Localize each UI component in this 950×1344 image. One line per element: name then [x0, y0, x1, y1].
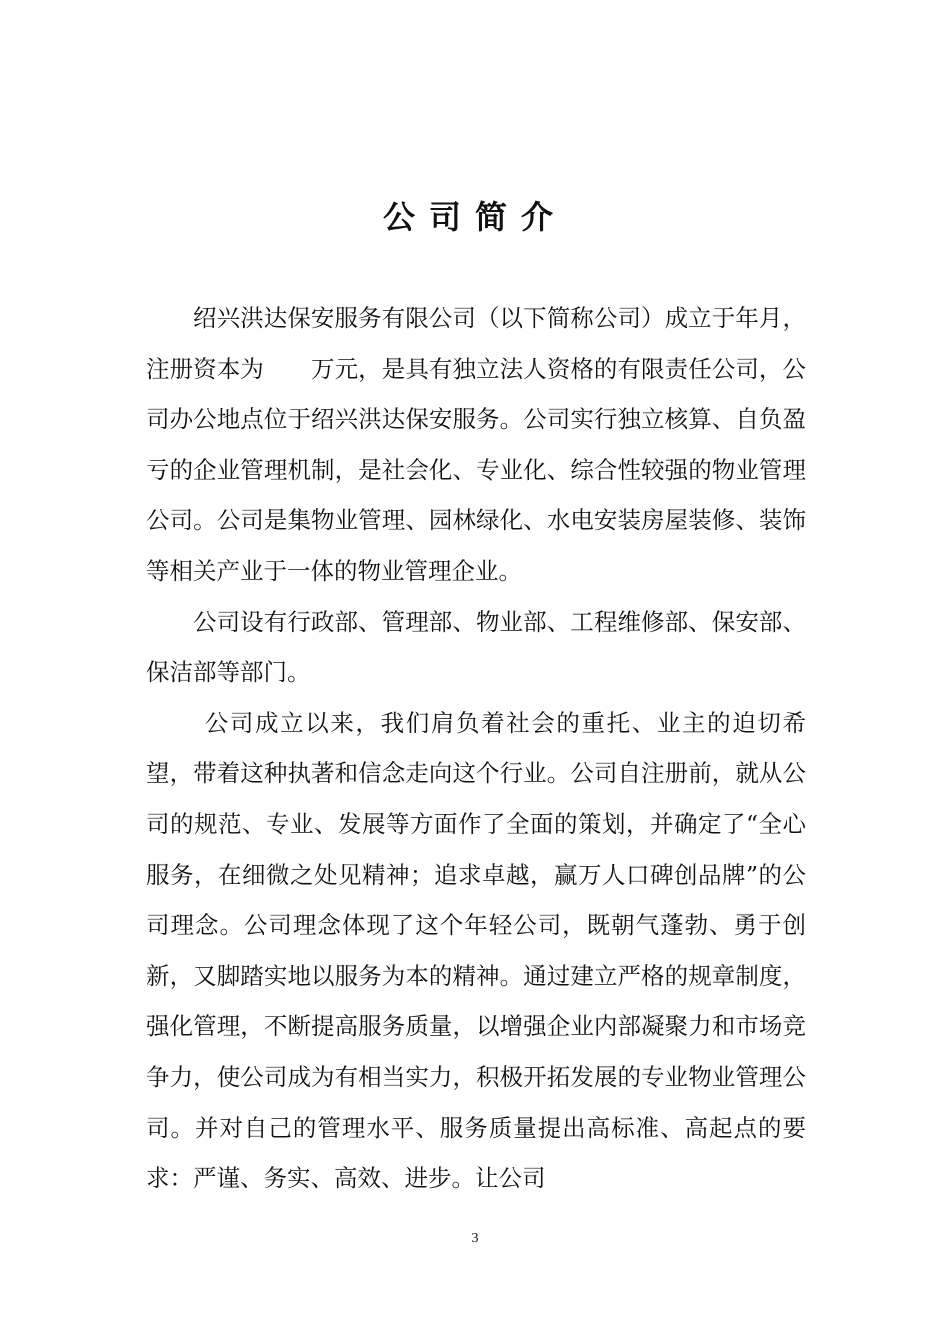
paragraph-company-overview: 绍兴洪达保安服务有限公司（以下简称公司）成立于年月，注册资本为 万元，是具有独立法人资格的有限责任公司，公司办公地点位于绍兴洪达保安服务。公司实行独立核算、自负盈亏的企业管理机制，是社会化、专业化、综合性较强的物业管理公司。公司是集物业管理、园林绿化、水电安装房屋装修、装饰等相关产业于一体的物业管理企业。: [146, 304, 806, 585]
paragraph-company-philosophy: 公司成立以来，我们肩负着社会的重托、业主的迫切希望，带着这种执著和信念走向这个行业。公司自注册前，就从公司的规范、专业、发展等方面作了全面的策划，并确定了“全心服务，在细微之处见精神；追求卓越，赢万人口碑创品牌”的公司理念。公司理念体现了这个年轻公司，既朝气蓬勃、勇于创新，又脚踏实地以服务为本的精神。通过建立严格的规章制度，强化管理，不断提高服务质量，以增强企业内部凝聚力和市场竞争力，使公司成为有相当实力，积极开拓发展的专业物业管理公司。并对自己的管理水平、服务质量提出高标准、高起点的要求：严谨、务实、高效、进步。让公司: [146, 708, 806, 1193]
page-title: 公司简介: [382, 198, 567, 236]
body-text: [146, 293, 806, 1204]
paragraph-departments: 公司设有行政部、管理部、物业部、工程维修部、保安部、保洁部等部门。: [146, 607, 806, 687]
page-number: 3: [471, 1231, 479, 1246]
